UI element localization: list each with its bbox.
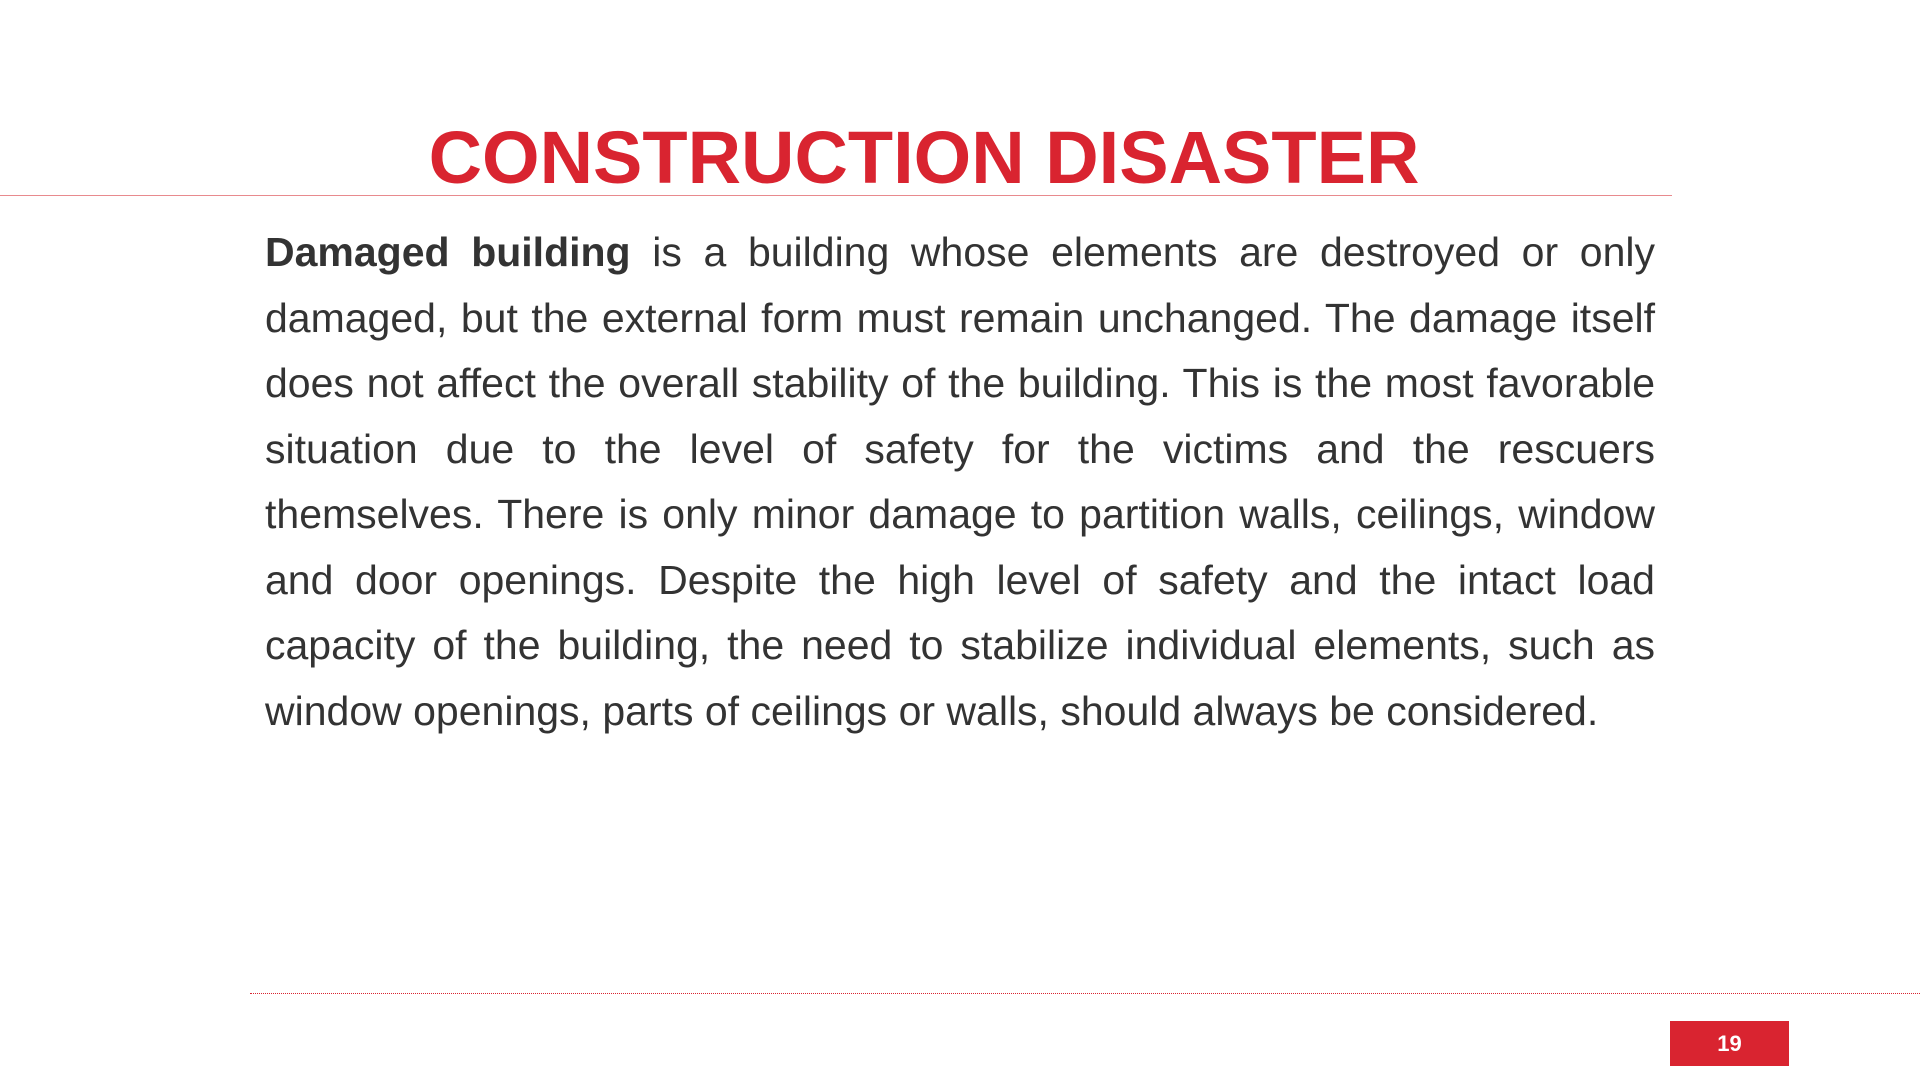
definition-text: is a building whose elements are destroyed or only damaged, but the external form must remain unchanged. The damage itself does not affect the overall stability of the building. This is the most favorable situation due to the level of safety for the victims and the rescuers themselves. There is only minor damage to partition walls, ceilings, window and door openings. Despite the high level of safety and the intact load capacity of the building, the need to stabilize individual elements, such as window openings, parts of ceilings or walls, should always be considered. [265,229,1655,734]
page-number-badge: 19 [1670,1021,1789,1066]
body-paragraph [265,220,1655,744]
slide-title: CONSTRUCTION DISASTER [428,116,1420,199]
title-divider [0,195,1672,196]
defined-term: Damaged building [265,229,631,275]
footer-divider [250,993,1920,994]
